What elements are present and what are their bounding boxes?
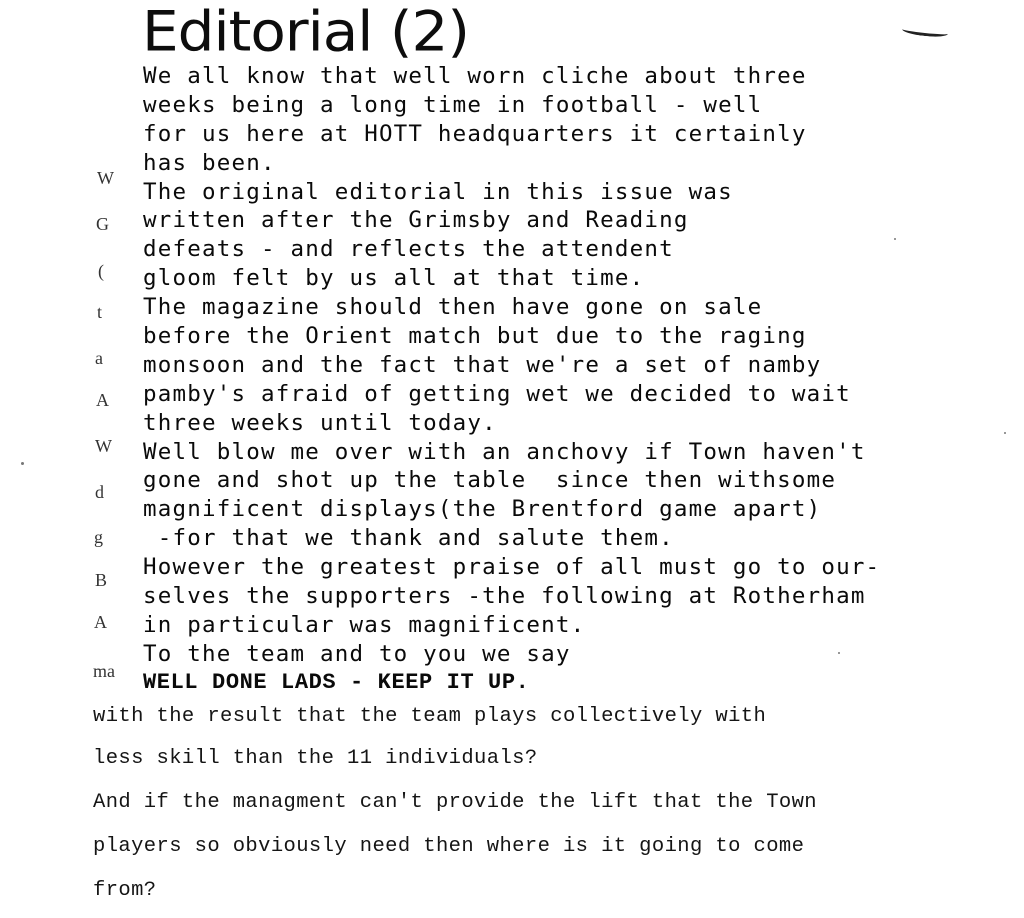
- article-line: gloom felt by us all at that time.: [143, 265, 645, 292]
- paper-speck: [1004, 432, 1006, 434]
- article-line: weeks being a long time in football - well: [143, 91, 763, 118]
- article-line: written after the Grimsby and Reading: [143, 207, 689, 234]
- article-line: before the Orient match but due to the raging: [143, 323, 807, 350]
- margin-fragment: ma: [93, 661, 115, 681]
- continued-line: players so obviously need then where is it going to come: [93, 835, 805, 858]
- article-line: Well blow me over with an anchovy if Town haven't: [143, 438, 866, 465]
- article-line: defeats - and reflects the attendent: [143, 236, 674, 263]
- paper-speck: [894, 238, 896, 240]
- paper-speck: [21, 462, 24, 465]
- paper-speck: [838, 652, 840, 654]
- page-title: Editorial (2): [142, 0, 470, 64]
- article-line: We all know that well worn cliche about three: [143, 63, 807, 89]
- article-line: selves the supporters -the following at Rotherham: [143, 583, 866, 610]
- article-line: The magazine should then have gone on sale: [143, 294, 763, 321]
- article-line: To the team and to you we say: [143, 640, 571, 667]
- margin-fragment: A: [94, 612, 107, 632]
- margin-fragment: a: [95, 348, 103, 368]
- margin-fragment: W: [95, 436, 112, 456]
- article-line: in particular was magnificent.: [143, 611, 586, 638]
- closing-slogan: WELL DONE LADS - KEEP IT UP.: [143, 669, 530, 695]
- article-line: has been.: [143, 149, 276, 176]
- article-line: gone and shot up the table since then withsome: [143, 467, 837, 494]
- margin-fragment: (: [98, 261, 104, 281]
- continued-text: [93, 700, 817, 918]
- article-line: pamby's afraid of getting wet we decided to wait: [143, 380, 851, 407]
- article-line: three weeks until today.: [143, 409, 497, 436]
- article-line: for us here at HOTT headquarters it certainly: [143, 120, 807, 147]
- margin-fragment: A: [96, 390, 109, 410]
- editorial-article: [143, 62, 880, 698]
- margin-fragment: G: [96, 214, 109, 234]
- article-line: magnificent displays(the Brentford game apart): [143, 496, 822, 523]
- margin-fragment: g: [94, 527, 103, 547]
- continued-line: less skill than the 11 individuals?: [93, 747, 538, 770]
- article-line: monsoon and the fact that we're a set of namby: [143, 351, 822, 378]
- margin-fragment: W: [97, 168, 114, 188]
- margin-fragment: B: [95, 570, 108, 590]
- article-line: The original editorial in this issue was: [143, 178, 733, 205]
- continued-line: with the result that the team plays collectively with: [93, 705, 767, 728]
- continued-line: from?: [93, 879, 157, 902]
- article-line: -for that we thank and salute them.: [143, 525, 674, 552]
- pen-mark: [902, 25, 949, 39]
- continued-line: And if the managment can't provide the lift that the Town: [93, 791, 818, 814]
- article-line: However the greatest praise of all must go to our-: [143, 554, 881, 581]
- margin-fragment: t: [97, 302, 103, 322]
- margin-fragment: d: [95, 482, 104, 502]
